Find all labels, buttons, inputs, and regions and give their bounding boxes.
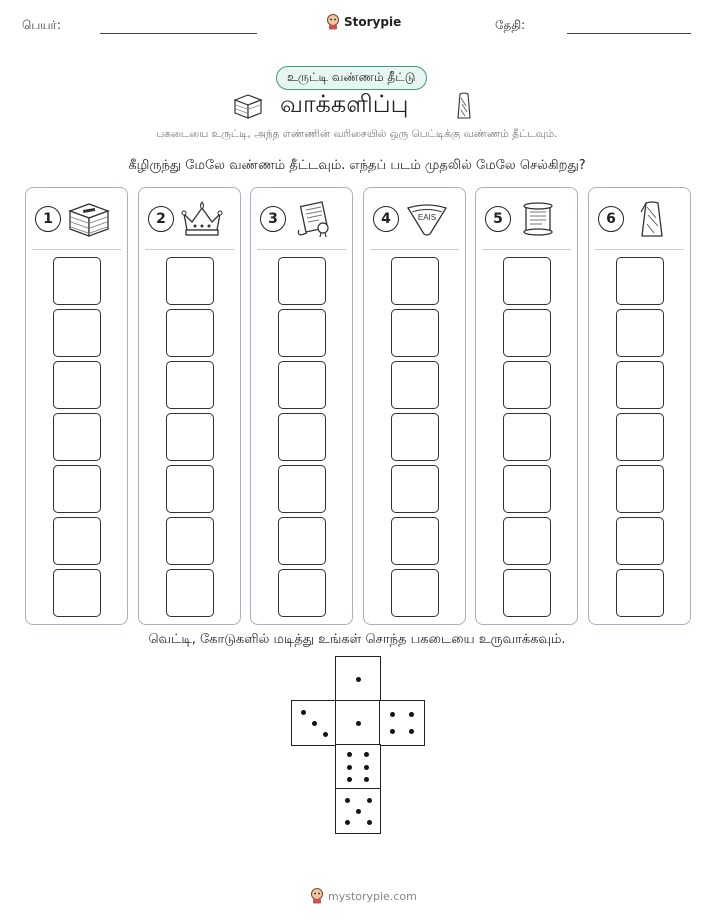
color-box[interactable] — [278, 361, 326, 409]
dice-column-3 — [250, 187, 353, 625]
color-box[interactable] — [166, 569, 214, 617]
color-box[interactable] — [166, 309, 214, 357]
dice-pip — [364, 752, 369, 757]
color-box[interactable] — [503, 257, 551, 305]
dice-pip — [409, 729, 414, 734]
dice-pip — [345, 820, 350, 825]
color-box[interactable] — [391, 257, 439, 305]
color-box[interactable] — [503, 517, 551, 565]
ballot-box-icon — [232, 92, 264, 120]
diploma-scroll-icon — [291, 200, 337, 238]
column-number-badge: 1 — [35, 206, 61, 232]
dice-pip — [347, 777, 352, 782]
name-line[interactable] — [100, 33, 257, 34]
color-box[interactable] — [278, 413, 326, 461]
color-box[interactable] — [53, 257, 101, 305]
dice-face — [379, 700, 425, 746]
color-box[interactable] — [278, 569, 326, 617]
color-box[interactable] — [166, 517, 214, 565]
color-box[interactable] — [391, 569, 439, 617]
dice-pip — [364, 777, 369, 782]
color-box[interactable] — [503, 465, 551, 513]
dice-pip — [347, 765, 352, 770]
column-divider — [595, 249, 684, 250]
ballot-box-icon — [66, 200, 112, 238]
dice-pip — [356, 721, 361, 726]
footer-site[interactable]: mystorypie.com — [328, 889, 417, 903]
color-box[interactable] — [166, 361, 214, 409]
color-box[interactable] — [166, 413, 214, 461]
column-number-badge: 2 — [148, 206, 174, 232]
color-box[interactable] — [503, 413, 551, 461]
column-number-badge: 4 — [373, 206, 399, 232]
dice-pip — [390, 712, 395, 717]
color-box[interactable] — [391, 309, 439, 357]
color-box[interactable] — [53, 361, 101, 409]
dice-pip — [347, 752, 352, 757]
dice-column-4 — [363, 187, 466, 625]
dice-pip — [364, 765, 369, 770]
parchment-scroll-icon — [516, 200, 562, 238]
color-box[interactable] — [278, 465, 326, 513]
column-number-badge: 6 — [598, 206, 624, 232]
color-box[interactable] — [391, 517, 439, 565]
page-title: வாக்களிப்பு — [280, 90, 409, 118]
color-box[interactable] — [166, 465, 214, 513]
color-box[interactable] — [391, 361, 439, 409]
date-label: தேதி: — [495, 18, 526, 32]
dice-column-6 — [588, 187, 691, 625]
brand-logo — [326, 14, 401, 30]
column-divider — [370, 249, 459, 250]
dice-face — [335, 656, 381, 702]
dice-face — [291, 700, 337, 746]
dice-pip — [323, 732, 328, 737]
pennant-icon — [404, 200, 450, 238]
color-box[interactable] — [616, 413, 664, 461]
dice-face — [335, 744, 381, 790]
color-box[interactable] — [616, 361, 664, 409]
color-box[interactable] — [616, 465, 664, 513]
column-divider — [257, 249, 346, 250]
column-divider — [145, 249, 234, 250]
activity-tag: உருட்டி வண்ணம் தீட்டு — [276, 66, 427, 90]
dice-face — [335, 788, 381, 834]
column-divider — [482, 249, 571, 250]
crown-icon — [179, 200, 225, 238]
color-box[interactable] — [53, 517, 101, 565]
color-box[interactable] — [53, 413, 101, 461]
dice-column-5 — [475, 187, 578, 625]
column-divider — [32, 249, 121, 250]
color-box[interactable] — [278, 257, 326, 305]
name-label: பெயர்: — [22, 18, 61, 32]
storypie-mascot-icon — [326, 14, 340, 30]
instruction-text: பகடையை உருட்டி, அந்த எண்ணின் வரிசையில் ஒரு பெட்டிக்கு வண்ணம் தீட்டவும். — [156, 128, 558, 140]
dice-face — [335, 700, 381, 746]
color-box[interactable] — [53, 309, 101, 357]
dice-pip — [312, 721, 317, 726]
toga-icon — [629, 200, 675, 238]
dice-pip — [345, 798, 350, 803]
color-box[interactable] — [53, 569, 101, 617]
column-number-badge: 5 — [485, 206, 511, 232]
dice-pip — [390, 729, 395, 734]
date-line[interactable] — [567, 33, 691, 34]
color-box[interactable] — [616, 257, 664, 305]
dice-pip — [367, 798, 372, 803]
color-box[interactable] — [391, 413, 439, 461]
color-box[interactable] — [503, 309, 551, 357]
color-box[interactable] — [391, 465, 439, 513]
color-box[interactable] — [616, 309, 664, 357]
color-box[interactable] — [53, 465, 101, 513]
color-box[interactable] — [278, 309, 326, 357]
storypie-mascot-icon — [310, 888, 324, 904]
question-text: கீழிருந்து மேலே வண்ணம் தீட்டவும். எந்தப் படம் முதலில் மேலே செல்கிறது? — [128, 158, 586, 173]
toga-icon — [454, 92, 474, 120]
dice-column-1 — [25, 187, 128, 625]
color-box[interactable] — [503, 569, 551, 617]
svg-text:EAIS: EAIS — [417, 213, 437, 222]
column-number-badge: 3 — [260, 206, 286, 232]
color-box[interactable] — [616, 569, 664, 617]
dice-pip — [409, 712, 414, 717]
cutout-instruction: வெட்டி, கோடுகளில் மடித்து உங்கள் சொந்த பகடையை உருவாக்கவும். — [148, 632, 566, 647]
dice-pip — [367, 820, 372, 825]
color-box[interactable] — [166, 257, 214, 305]
brand-name: Storypie — [344, 15, 402, 29]
dice-pip — [356, 677, 361, 682]
dice-pip — [356, 809, 361, 814]
color-box[interactable] — [278, 517, 326, 565]
footer — [310, 888, 417, 904]
color-box[interactable] — [503, 361, 551, 409]
dice-column-2 — [138, 187, 241, 625]
color-box[interactable] — [616, 517, 664, 565]
dice-pip — [301, 710, 306, 715]
